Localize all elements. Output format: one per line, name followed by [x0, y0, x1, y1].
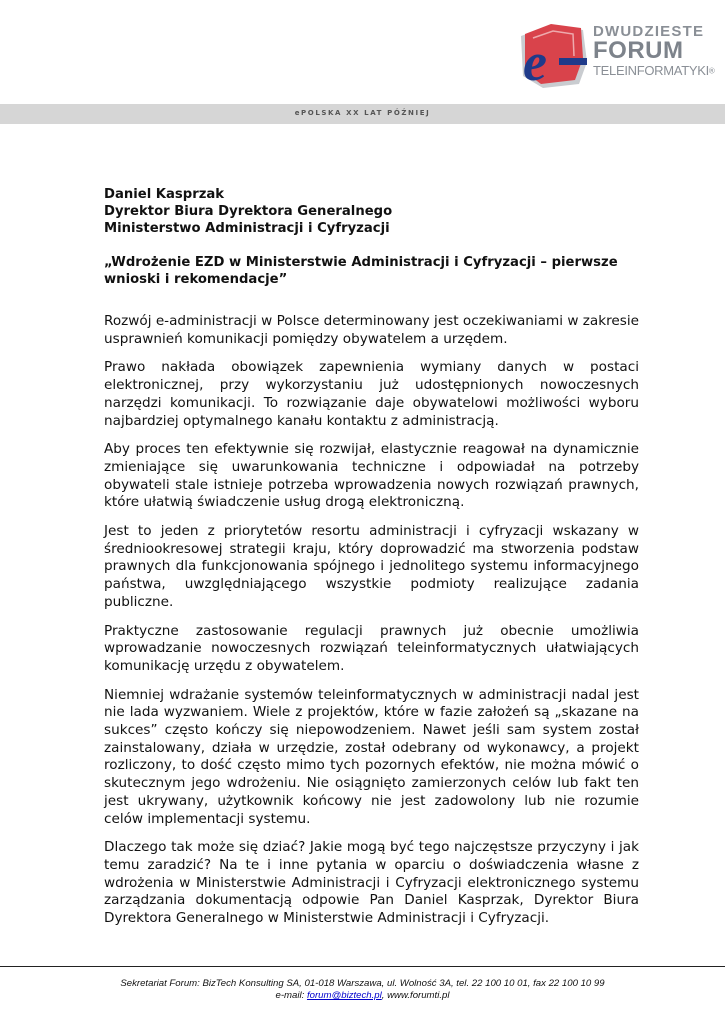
footer-separator: , [381, 990, 388, 1001]
paragraph: Praktyczne zastosowanie regulacji prawnych już obecnie umożliwia wprowadzanie nowoczesnych rozwiązań teleinformatycznych ułatwiających komunikację urzędu z obywatelem. [104, 622, 639, 674]
footer-divider [0, 966, 725, 967]
footer-address: Sekretariat Forum: BizTech Konsulting SA, 01-018 Warszawa, ul. Wolność 3A, tel. 22 100 10 01, fax 22 100 10 99 [120, 978, 605, 989]
footer-contact [0, 990, 725, 1002]
paragraph: Rozwój e-administracji w Polsce determinowany jest oczekiwaniami w zakresie usprawnień komunikacji pomiędzy obywatelem a urzędem. [104, 313, 640, 347]
logo-letter-e: e [523, 32, 547, 90]
paragraph: Niemniej wdrażanie systemów teleinformatycznych w administracji nadal jest nie lada wyzwaniem. Wiele z projektów, które w fazie założeń są „skazane na sukces” często kończy się niepowodzeniem. Nawet jeśli sam system został zainstalowany, działa w urzędzie, został odebrany od wykonawcy, a projekt rozliczony, to dość często mimo tych pozornych efektów, nie można mówić o skutecznym jego wdrożeniu. Nie osiągnięto zamierzonych celów lub fakt ten jest ukrywany, użytkownik końcowy nie jest zadowolony lub nie rozumie celów implementacji systemu. [104, 686, 639, 827]
talk-title: „Wdrożenie EZD w Ministerstwie Administracji i Cyfryzacji – pierwsze wnioski i rekomendacje” [104, 255, 618, 287]
forum-logo [513, 22, 715, 90]
footer-website[interactable]: www.forumti.pl [387, 990, 450, 1001]
author-name: Daniel Kasprzak [104, 187, 225, 202]
paragraph: Jest to jeden z priorytetów resortu administracji i cyfryzacji wskazany w średniookresowej strategii kraju, który doprowadzić ma stworzenia podstaw prawnych dla funkcjonowania spójnego i jednolitego systemu informacyjnego państwa, uwzględniającego wszystkie podmioty realizujące zadania publiczne. [104, 523, 639, 610]
registered-mark: ® [708, 66, 715, 76]
logo-line-teleinformatyki: TELEINFORMATYKI® [593, 63, 715, 78]
footer-email-label: e-mail: [275, 990, 307, 1001]
author-position: Dyrektor Biura Dyrektora Generalnego [104, 204, 393, 219]
author-block [104, 186, 639, 237]
footer-email-link[interactable]: forum@biztech.pl [306, 990, 382, 1001]
paragraph: Dlaczego tak może się dziać? Jakie mogą być tego najczęstsze przyczyny i jak temu zaradzić? Na te i inne pytania w oparciu o doświadczenia własne z wdrożenia w Ministerstwie Administracji i Cyfryzacji elektronicznego systemu zarządzania dokumentacją odpowie Pan Daniel Kasprzak, Dyrektor Biura Dyrektora Generalnego w Ministerstwie Administracji i Cyfryzacji. [104, 839, 639, 927]
logo-line-dwudzieste: DWUDZIESTE [593, 23, 705, 40]
document-body [104, 186, 639, 939]
paragraph: Prawo nakłada obowiązek zapewnienia wymiany danych w postaci elektronicznej, przy wykorzystaniu już udostępnionych nowoczesnych narzędzi komunikacji. To rozwiązanie daje obywatelowi możliwości wyboru najbardziej optymalnego kanału kontaktu z administracją. [104, 359, 639, 429]
forum-logo-emblem [513, 22, 593, 90]
header-band-text: ePOLSKA XX LAT PÓŹNIEJ [294, 109, 431, 117]
author-organization: Ministerstwo Administracji i Cyfryzacji [104, 221, 390, 236]
logo-line-forum: FORUM [593, 37, 684, 64]
abstract [104, 313, 639, 928]
footer [0, 978, 725, 1002]
paragraph: Aby proces ten efektywnie się rozwijał, elastycznie reagował na dynamicznie zmieniające się uwarunkowania techniczne i odpowiadał na potrzeby obywateli stale istnieje potrzeba wprowadzenia nowych rozwiązań prawnych, które ułatwią świadczenie usług drogą elektroniczną. [104, 441, 639, 511]
